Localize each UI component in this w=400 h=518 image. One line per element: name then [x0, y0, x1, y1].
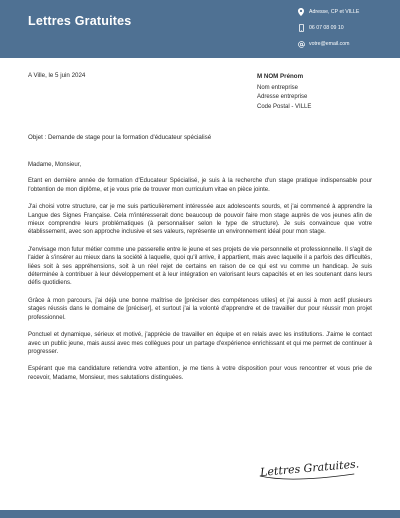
contact-address: [296, 6, 396, 18]
brand-title: Lettres Gratuites: [28, 14, 132, 28]
paragraph-2: J'ai choisi votre structure, car je me suis particulièrement intéressée aux adolescents sourds, et j'ai commencé à apprendre la Langue des Signes Française. Cela m'intéresserait donc beaucoup de pouvoir faire mon stage auprès de vos jeunes afin de mieux comprendre leurs problématiques (à personnaliser selon le type de structure). Je suis convaincue que votre établissement, avec son approche inclusive et ses valeurs, représente un environnement idéal pour mon stage.: [28, 204, 372, 236]
contact-address-text: Adresse, CP et VILLE: [309, 9, 360, 15]
signature: [256, 448, 360, 489]
letter-body: [28, 161, 372, 391]
recipient-name: M NOM Prénom: [257, 73, 304, 80]
greeting: Madame, Monsieur,: [28, 162, 82, 168]
location-pin-icon: [296, 8, 306, 16]
contact-email-text: votre@email.com: [309, 41, 350, 47]
paragraph-6: Espérant que ma candidature retiendra votre attention, je me tiens à votre disposition pour vous rencontrer et vous prie de recevoir, Madame, Monsieur, mes salutations distinguées.: [28, 366, 372, 381]
recipient-address: Adresse entreprise: [257, 94, 308, 101]
letter-subject: Objet : Demande de stage pour la formation d'éducateur spécialisé: [28, 134, 212, 141]
paragraph-1: Etant en dernière année de formation d'Educateur Spécialisé, je suis à la recherche d'un stage pratique indispensable pour l'obtention de mon diplôme, et je vous prie de trouver mon curriculum vitae en pièce jointe.: [28, 178, 372, 193]
signature-text: Lettres Gratuites.: [259, 457, 360, 479]
paragraph-4: Grâce à mon parcours, j'ai déjà une bonne maîtrise de [préciser des compétences utiles] et j'ai aussi à mon actif plusieurs stages réussis dans le domaine de [préciser], et surtout j'ai la volonté d'apprendre et de travailler dur pour réussir mon projet professionnel.: [28, 297, 372, 321]
recipient-company: Nom entreprise: [257, 85, 299, 92]
recipient-postal: Code Postal - VILLE: [257, 103, 312, 110]
contact-phone-text: 06 07 08 09 10: [309, 25, 344, 31]
phone-icon: [296, 24, 306, 32]
contact-phone: [296, 22, 396, 34]
at-icon: [296, 41, 306, 48]
place-date: A Ville, le 5 juin 2024: [28, 72, 86, 79]
paragraph-3: J'envisage mon futur métier comme une passerelle entre le jeune et ses projets de vie personnelle et professionnelle. Il s'agit de l'aider à s'insérer au mieux dans la société à laquelle, quoi qu'il arrive, il appartient, mais avec laquelle il a parfois des difficultés, liées soit à ses appréhensions, soit à un réel rejet de certains en raison de ce qui est vu comme un handicap. Je suis déterminée à contribuer à leur développement et à leur intégration en valorisant leurs capacités et en les soutenant dans leurs défis quotidiens.: [28, 246, 372, 287]
recipient-block: [257, 72, 311, 112]
contact-email: [296, 38, 396, 50]
header-banner: [0, 0, 400, 58]
paragraph-5: Ponctuel et dynamique, sérieux et motivé, j'apprécie de travailler en équipe et en relais avec les institutions. J'aime le contact avec un public jeune, mais aussi avec mes collègues pour un partage d'expérience enrichissant et qui me permet de continuer à progresser.: [28, 332, 372, 355]
footer-bar: [0, 510, 400, 518]
